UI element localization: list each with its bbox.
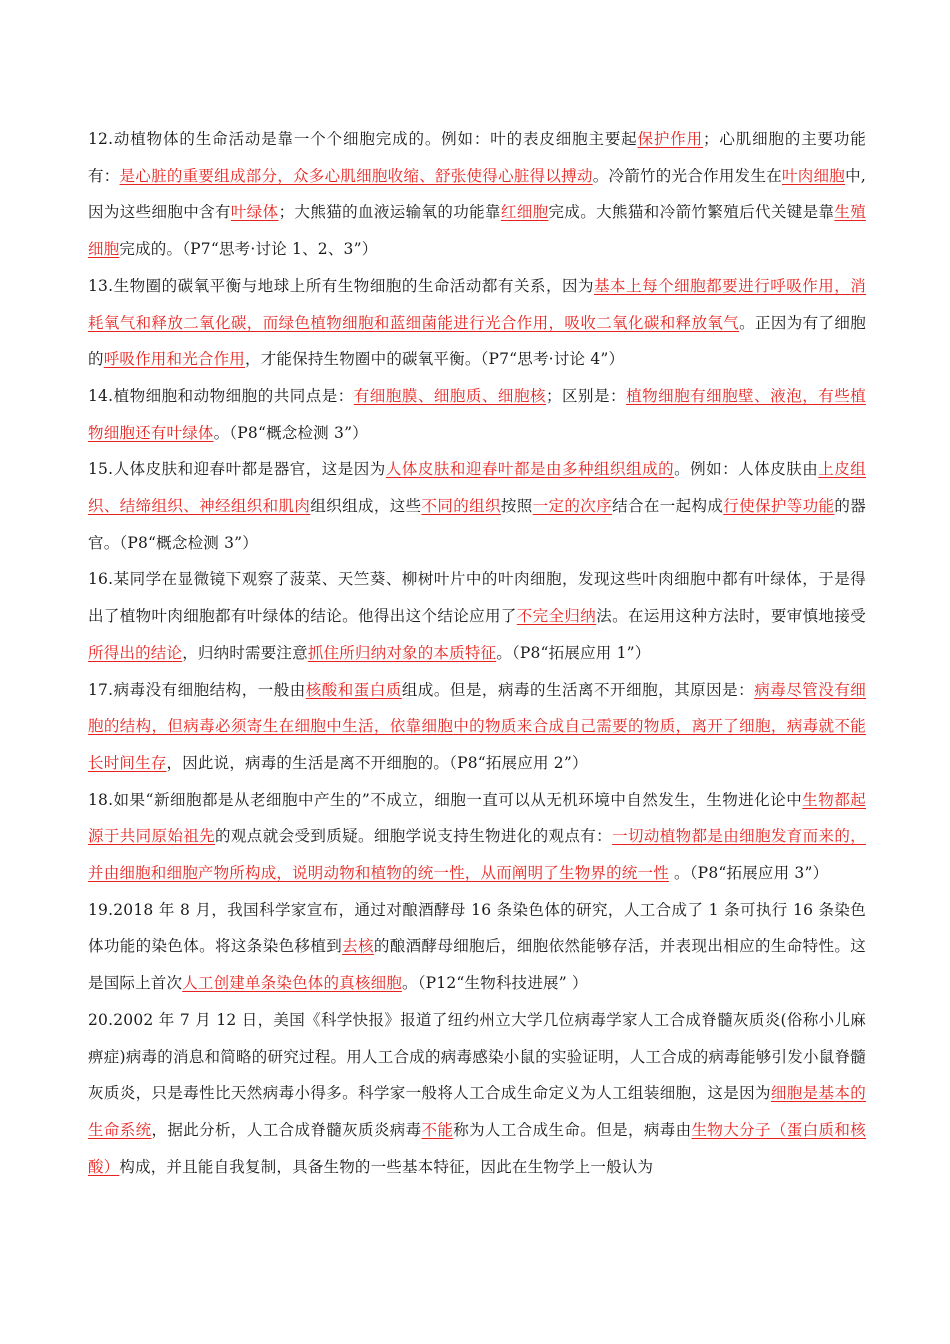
question-text: 。（P8“拓展应用 1”） bbox=[496, 643, 651, 662]
question-text: 。（P8“拓展应用 3”） bbox=[668, 864, 829, 883]
answer-text: 叶肉细胞 bbox=[781, 166, 846, 185]
question-text: 完成的。（P7“思考·讨论 1、2、3”） bbox=[119, 240, 378, 259]
question-text: 。正因为有了细胞的 bbox=[88, 313, 866, 369]
answer-text: 不能 bbox=[421, 1120, 454, 1139]
question-text: 。（P12“生物科技进展” ） bbox=[402, 974, 588, 993]
answer-text: 病毒尽管没有细胞的结构，但病毒必须寄生在细胞中生活，依靠细胞中的物质来合成自己需要的物质，离开了细胞，病毒就不能长时间生存 bbox=[88, 680, 866, 772]
question-text: 组织组成，这些 bbox=[310, 497, 422, 516]
question-text: 。冷箭竹的光合作用发生在 bbox=[592, 166, 782, 185]
question-text: 法。在运用这种方法时，要审慎地接受 bbox=[596, 607, 866, 626]
question-text: ，因此说，病毒的生活是离不开细胞的。（P8“拓展应用 2”） bbox=[166, 753, 588, 772]
answer-text: 基本上每个细胞都要进行呼吸作用，消耗氧气和释放二氧化碳，而绿色植物细胞和蓝细菌能进行光合作用，吸收二氧化碳和释放氧气 bbox=[88, 276, 866, 332]
answer-text: 核酸和蛋白质 bbox=[305, 680, 402, 699]
question-text: ；大熊猫的血液运输氧的功能靠 bbox=[278, 203, 501, 222]
question-paragraph bbox=[88, 121, 866, 268]
answer-text: 去核 bbox=[342, 937, 374, 956]
question-text: 构成，并且能自我复制，具备生物的一些基本特征，因此在生物学上一般认为 bbox=[119, 1157, 654, 1176]
answer-text: 人工创建单条染色体的真核细胞 bbox=[182, 974, 403, 993]
answer-text: 呼吸作用和光合作用 bbox=[103, 350, 246, 369]
answer-text: 有细胞膜、细胞质、细胞核 bbox=[353, 386, 546, 405]
question-text: ，才能保持生物圈中的碳氧平衡。（P7“思考·讨论 4”） bbox=[245, 350, 625, 369]
question-text: 。例如：人体皮肤由 bbox=[674, 460, 819, 479]
question-text: 完成。大熊猫和冷箭竹繁殖后代关键是靠 bbox=[548, 203, 835, 222]
answer-text: 是心脏的重要组成部分，众多心肌细胞收缩、舒张使得心脏得以搏动 bbox=[119, 166, 593, 185]
answer-text: 一切动植物都是由细胞发育而来的，并由细胞和细胞产物所构成，说明动物和植物的统一性，从而阐明了生物界的统一性 bbox=[88, 827, 866, 883]
answer-text: 保护作用 bbox=[637, 130, 704, 148]
question-paragraph bbox=[88, 561, 866, 671]
question-text: 13.生物圈的碳氧平衡与地球上所有生物细胞的生命活动都有关系，因为 bbox=[88, 276, 595, 295]
answer-text: 红细胞 bbox=[500, 203, 549, 222]
question-text: 。（P8“概念检测 3”） bbox=[213, 423, 368, 442]
question-paragraph bbox=[88, 892, 866, 1002]
question-paragraph bbox=[88, 378, 866, 451]
answer-text: 行使保护等功能 bbox=[723, 497, 835, 516]
question-text: ；区别是： bbox=[545, 386, 627, 405]
question-text: 15.人体皮肤和迎春叶都是器官，这是因为 bbox=[88, 460, 386, 479]
question-text: 按照 bbox=[500, 497, 533, 516]
answer-text: 植物细胞有细胞壁、液泡，有些植物细胞还有叶绿体 bbox=[88, 386, 866, 442]
question-paragraph bbox=[88, 782, 866, 892]
question-text: 16.某同学在显微镜下观察了菠菜、天竺葵、柳树叶片中的叶肉细胞，发现这些叶肉细胞中都有叶绿体，于是得出了植物叶肉细胞都有叶绿体的结论。他得出这个结论应用了 bbox=[88, 570, 866, 626]
question-paragraph bbox=[88, 451, 866, 561]
question-text: 19.2018 年 8 月，我国科学家宣布，通过对酿酒酵母 16 条染色体的研究，人工合成了 1 条可执行 16 条染色体功能的染色体。将这条染色移植到 bbox=[88, 900, 866, 956]
question-paragraph bbox=[88, 672, 866, 782]
question-text: ，据此分析，人工合成脊髓灰质炎病毒 bbox=[151, 1120, 422, 1139]
question-text: 14.植物细胞和动物细胞的共同点是： bbox=[88, 386, 354, 405]
question-text: 20.2002 年 7 月 12 日，美国《科学快报》报道了纽约州立大学几位病毒学家人工合成脊髓灰质炎(俗称小儿麻痹症)病毒的消息和简略的研究过程。用人工合成的病毒感染小鼠的实验证明，人工合成的病毒能够引发小鼠脊髓灰质炎，只是毒性比天然病毒小得多。科学家一般将人工合成生命定义为人工组装细胞，这是因为 bbox=[88, 1010, 866, 1103]
question-paragraph bbox=[88, 1002, 866, 1186]
question-list bbox=[88, 121, 866, 1185]
answer-text: 所得出的结论 bbox=[88, 643, 183, 662]
question-text: 结合在一起构成 bbox=[612, 497, 724, 516]
question-text: ，归纳时需要注意 bbox=[182, 643, 308, 662]
question-text: 组成。但是，病毒的生活离不开细胞，其原因是： bbox=[401, 680, 755, 699]
question-text: 称为人工合成生命。但是，病毒由 bbox=[453, 1120, 692, 1139]
answer-text: 一定的次序 bbox=[532, 497, 613, 516]
question-text: 的观点就会受到质疑。细胞学说支持生物进化的观点有： bbox=[215, 827, 613, 846]
answer-text: 人体皮肤和迎春叶都是由多种组织组成的 bbox=[385, 460, 675, 479]
question-text: 中, 因为这些细胞中含有 bbox=[88, 166, 866, 222]
answer-text: 生殖细胞 bbox=[88, 203, 866, 259]
question-text: 17.病毒没有细胞结构，一般由 bbox=[88, 680, 306, 699]
answer-text: 不同的组织 bbox=[421, 497, 501, 516]
question-text: ；心肌细胞的主要功能有： bbox=[88, 130, 866, 185]
question-paragraph bbox=[88, 268, 866, 378]
question-text: 18.如果“新细胞都是从老细胞中产生的”不成立，细胞一直可以从无机环境中自然发生，生物进化论中 bbox=[88, 790, 803, 809]
answer-text: 生物大分子（蛋白质和核酸） bbox=[88, 1120, 866, 1176]
answer-text: 抓住所归纳对象的本质特征 bbox=[307, 643, 497, 662]
answer-text: 叶绿体 bbox=[230, 203, 279, 222]
answer-text: 不完全归纳 bbox=[516, 607, 597, 626]
question-text: 的酿酒酵母细胞后，细胞依然能够存活，并表现出相应的生命特性。这是国际上首次 bbox=[88, 937, 867, 993]
question-text: 的器官。（P8“概念检测 3”） bbox=[88, 497, 867, 552]
answer-text: 上皮组织、结缔组织、神经组织和肌肉 bbox=[88, 460, 866, 516]
question-text: 12.动植物体的生命活动是靠一个个细胞完成的。例如：叶的表皮细胞主要起 bbox=[88, 130, 638, 148]
answer-text: 生物都起源于共同原始祖先 bbox=[88, 790, 866, 846]
answer-text: 细胞是基本的生命系统 bbox=[88, 1084, 866, 1139]
